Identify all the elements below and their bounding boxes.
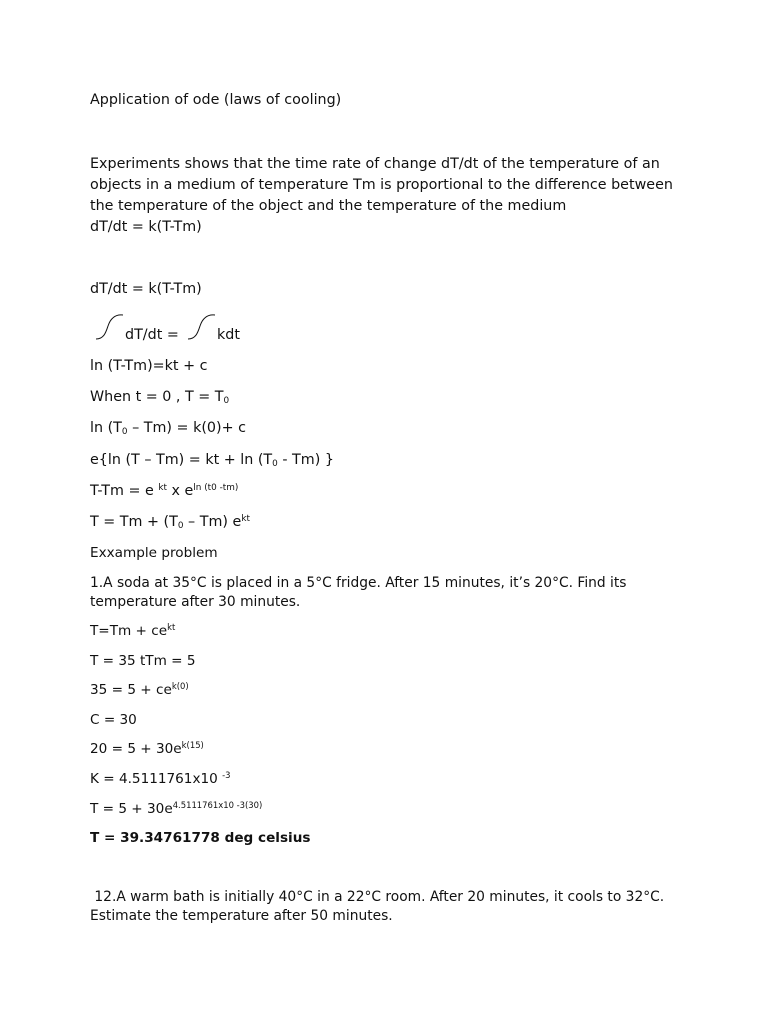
solution-step-3: $35 = 5 + ce^{k(0)}$ [90,681,189,698]
ln-initial-equation: $\ln (T_0 - Tm) = k(0)+ c$ [90,420,246,438]
formula-repeat: dT/dt = k(T-Tm) [90,281,202,297]
solution-step-5: $20 = 5 + 30e^{k(15)}$ [90,740,204,757]
exponential-equation: e{ln (T – Tm) = kt + $\ln (T_0 - Tm)$ } [90,452,334,470]
solution-step-2: T = 35 tTm = 5 [90,653,196,669]
integral-sign-icon [186,312,216,342]
ln-equation: ln (T-Tm)=kt + c [90,358,208,374]
initial-condition: When t = 0 , $T = T_0$ [90,389,230,407]
document-title: Application of ode (laws of cooling) [90,92,342,108]
problem-2-text: 12.A warm bath is initially 40°C in a 22°C room. After 20 minutes, it cools to 32°C. Estimate the temperature after 50 minutes. [90,889,669,924]
difference-equation: T-Tm = e $^{kt}$ x $e^{ln (t0 -tm)}$ [90,483,239,499]
solution-step-1: $T=Tm + ce^{kt}$ [90,622,176,639]
intro-paragraph [90,154,690,238]
intro-text: Experiments shows that the time rate of change dT/dt of the temperature of an objects in a medium of temperature Tm is proportional to the difference between the temperature of the object and the temperature of the medium [90,156,673,214]
cooling-law-formula: $T = Tm + (T_0 - Tm)$ $e^{kt}$ [90,514,250,532]
solution-step-7: $T = 5 + 30e^{4.5111761x10 -3(30)}$ [90,800,263,817]
solution-step-6: K = 4.5111761x10 $^{-3}$ [90,770,231,787]
integral-line [90,312,290,346]
intro-formula: dT/dt = k(T-Tm) [90,219,202,235]
solution-answer: T = 39.34761778 deg celsius [90,830,311,846]
example-heading: Exxample problem [90,545,218,561]
solution-step-4: C = 30 [90,712,137,728]
integral-sign-icon [94,312,124,342]
problem-1-text: 1.A soda at 35°C is placed in a 5°C fridge. After 15 minutes, it’s 20°C. Find its temperature after 30 minutes. [90,575,627,610]
integral-right-text: kdt [217,327,240,343]
integral-left-text: dT/dt = [125,327,179,343]
